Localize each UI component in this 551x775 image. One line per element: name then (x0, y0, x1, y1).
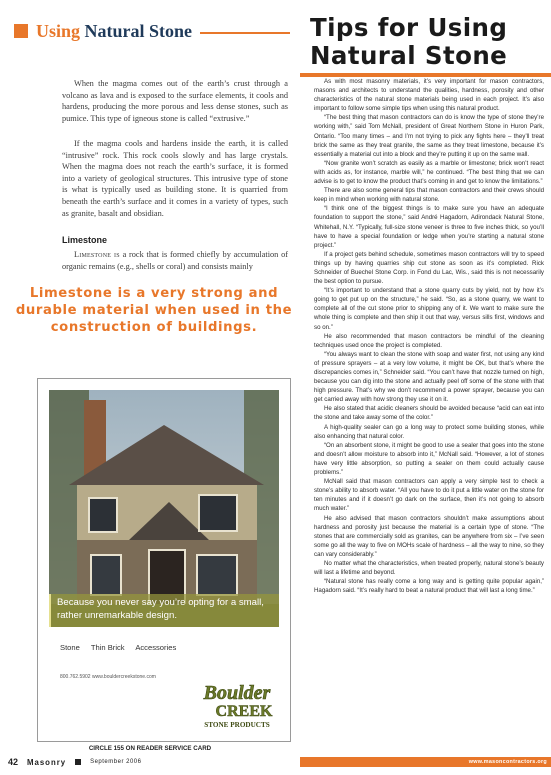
body-text-3-rest: a rock that is formed chiefly by accumulation of organic remains (e.g., shells or coral) and consists mainly (62, 250, 288, 271)
ad-link-accessories[interactable]: Accessories (135, 643, 177, 652)
svg-text:Boulder: Boulder (203, 682, 271, 704)
section-title-part1: Using (36, 20, 85, 41)
body-text-3-lead: Limestone is (74, 250, 120, 259)
issue-date: September 2006 (90, 759, 142, 765)
article-paragraph: “Natural stone has really come a long way and is getting quite popular again,” Hagadorn said. “It’s really hard to beat a natural product that will last a long time.” (314, 578, 544, 595)
article-title-line-2: Natural Stone (310, 41, 508, 70)
article-paragraph: No matter what the characteristics, when treated properly, natural stone’s beauty will last a lifetime and beyond. (314, 559, 544, 577)
svg-text:STONE PRODUCTS: STONE PRODUCTS (204, 721, 270, 729)
section-title (36, 21, 192, 42)
article-paragraph: A high-quality sealer can go a long way to protect some building stones, while also enhancing that natural color. (314, 423, 544, 440)
ad-link-stone[interactable]: Stone (60, 643, 80, 652)
body-paragraph-3 (62, 249, 288, 272)
advertisement[interactable] (37, 378, 291, 742)
article-paragraph: As with most masonry materials, it’s very important for mason contractors, masons and architects to understand the qualities, hardness, porosity and other characteristics of the natural stone materials being used in each project. It’s also important to follow some simple tips when using this natural product. (314, 78, 544, 113)
article-title (310, 14, 546, 70)
svg-text:CREEK: CREEK (215, 703, 273, 720)
body-text-2: If the magma cools and hardens inside the earth, it is called “intrusive” rock. This rock cools slowly and has large crystals. When the magma does not reach the earth’s surface, it is formed into a variety of geological structures. This intrusive type of stone is what is typically used as building stone. It is quarried from beneath the earth’s surface and it comes in a variety of types, such as granite, basalt and obsidian. (62, 139, 288, 218)
article-paragraph: There are also some general tips that mason contractors and their crews should keep in mind when working with natural stone. (314, 187, 544, 204)
section-title-part2: Natural Stone (84, 20, 193, 41)
article-paragraph: He also recommended that mason contractors be mindful of the cleaning techniques used once the project is completed. (314, 332, 544, 349)
article-title-line-1: Tips for Using (310, 13, 508, 42)
article-paragraph: “You always want to clean the stone with soap and water first, not using any kind of pressure sprayers – at a very low volume, it might be OK, but that’s where the discrepancies comes in,” Schneider said. “You can’t have that nozzle turned on high, because you can dig into the stone and actually peel off some of the stone with that high pressure. That’s why we don’t recommend a power sprayer, because you can get carried away with how strong they use it on it. (314, 350, 544, 404)
article-paragraph: He also stated that acidic cleaners should be avoided because “acid can eat into the stone and take away some of the color.” (314, 405, 544, 422)
page-footer-right (300, 757, 551, 767)
article-paragraph: He also advised that mason contractors shouldn’t make assumptions about hardness and porosity just because the material is a certain type of stone. “The stones that are commercially sold as granites, can be anywhere from six – I’ve seen some go all the way to five on MOHs scale of hardness – all the way to nine, so they can vary considerably.” (314, 514, 544, 558)
article-body (314, 77, 544, 595)
subheading-limestone: Limestone (62, 235, 108, 245)
boulder-creek-logo[interactable] (192, 679, 282, 731)
body-text-1: When the magma comes out of the earth’s crust through a volcano as lava and is exposed to the surface elements, it cools and hardens, producing the more porous and less dense stones, such as pumice. This type of igneous stone is called “extrusive.” (62, 79, 288, 123)
pull-quote: Limestone is a very strong and durable material when used in the construction of buildings. (15, 286, 293, 335)
article-paragraph: “Now granite won’t scratch as easily as a marble or limestone; brick won’t react with acids as, for instance, marble will,” he continued. “The best thing that we can advise is to get to know the product that’s coming in and get to know the limitations.” (314, 159, 544, 186)
article-paragraph: “On an absorbent stone, it might be good to use a sealer that goes into the stone and doesn’t allow moisture to absorb into it,” McNall said. “However, a lot of stones have very little absorption, so putting a sealer on them could actually cause problems.” (314, 441, 544, 477)
ad-product-links (60, 643, 185, 652)
article-paragraph: McNall said that mason contractors can apply a very simple test to check a stone’s ability to absorb water. “All you have to do it put a little water on the stone for ten minutes and if it doesn’t go dark on the surface, then it’s not going to absorb much water.” (314, 478, 544, 513)
magazine-name: Masonry (27, 757, 67, 767)
ad-caption: Because you never say you’re opting for a small, rather unremarkable design. (49, 594, 279, 627)
article-paragraph: If a project gets behind schedule, sometimes mason contractors will try to speed things up by having quarries ship cut stone as soon as it’s completed. Rick Schneider of Buechel Stone Corp. in Fond du Lac, Wis., said this is not necessarily the best option to pursue. (314, 250, 544, 286)
article-paragraph: “The best thing that mason contractors can do is know the type of stone they’re working with,” said Tom McNall, president of Great Northern Stone in Huron Park, Ontario. “Too many times – and I’m not trying to pick any fights here – they’ll treat brick the same as they treat granite, the same as they treat limestone, because it’s essentially a material cut into a block and they’re putting it up on the same wall. (314, 114, 544, 158)
body-paragraph-2 (62, 138, 288, 219)
section-title-rule (200, 32, 290, 34)
right-column (300, 0, 551, 775)
website-url[interactable]: www.masoncontractors.org (468, 759, 547, 765)
house-photo (49, 390, 279, 627)
boulder-creek-logo-graphic (192, 679, 282, 731)
body-text-3 (62, 249, 288, 272)
article-paragraph: “I think one of the biggest things is to make sure you have an adequate foundation to support the stone,” said André Hagadorn, Adirondack Natural Stone, Whitehall, N.Y. “Typically, full-size stone veneer is three to five inches thick, so you’ll have to have a special foundation or ledge when you’re starting a natural stone project.” (314, 205, 544, 249)
footer-square-icon (75, 759, 81, 765)
ad-link-thin-brick[interactable]: Thin Brick (90, 643, 125, 652)
body-paragraph-1 (62, 78, 288, 124)
page-footer-left (8, 757, 141, 767)
ad-contact[interactable]: 800.762.5902 www.bouldercreekstone.com (60, 674, 156, 680)
article-paragraph: “It’s important to understand that a stone quarry cuts by yield, not by how it’s going to get put up on the structure,” he said. “So, as a stone quarry, we want to complete all of the cut stone prior to shipping any of it. We want to make sure the whole thing is complete and then ship it out that way, versus sills first, windows and so on.” (314, 287, 544, 331)
house-illustration (49, 390, 279, 627)
reader-service-note: CIRCLE 155 ON READER SERVICE CARD (88, 745, 212, 752)
page-number: 42 (8, 757, 19, 767)
section-marker-square (14, 24, 28, 38)
section-header (14, 18, 290, 44)
